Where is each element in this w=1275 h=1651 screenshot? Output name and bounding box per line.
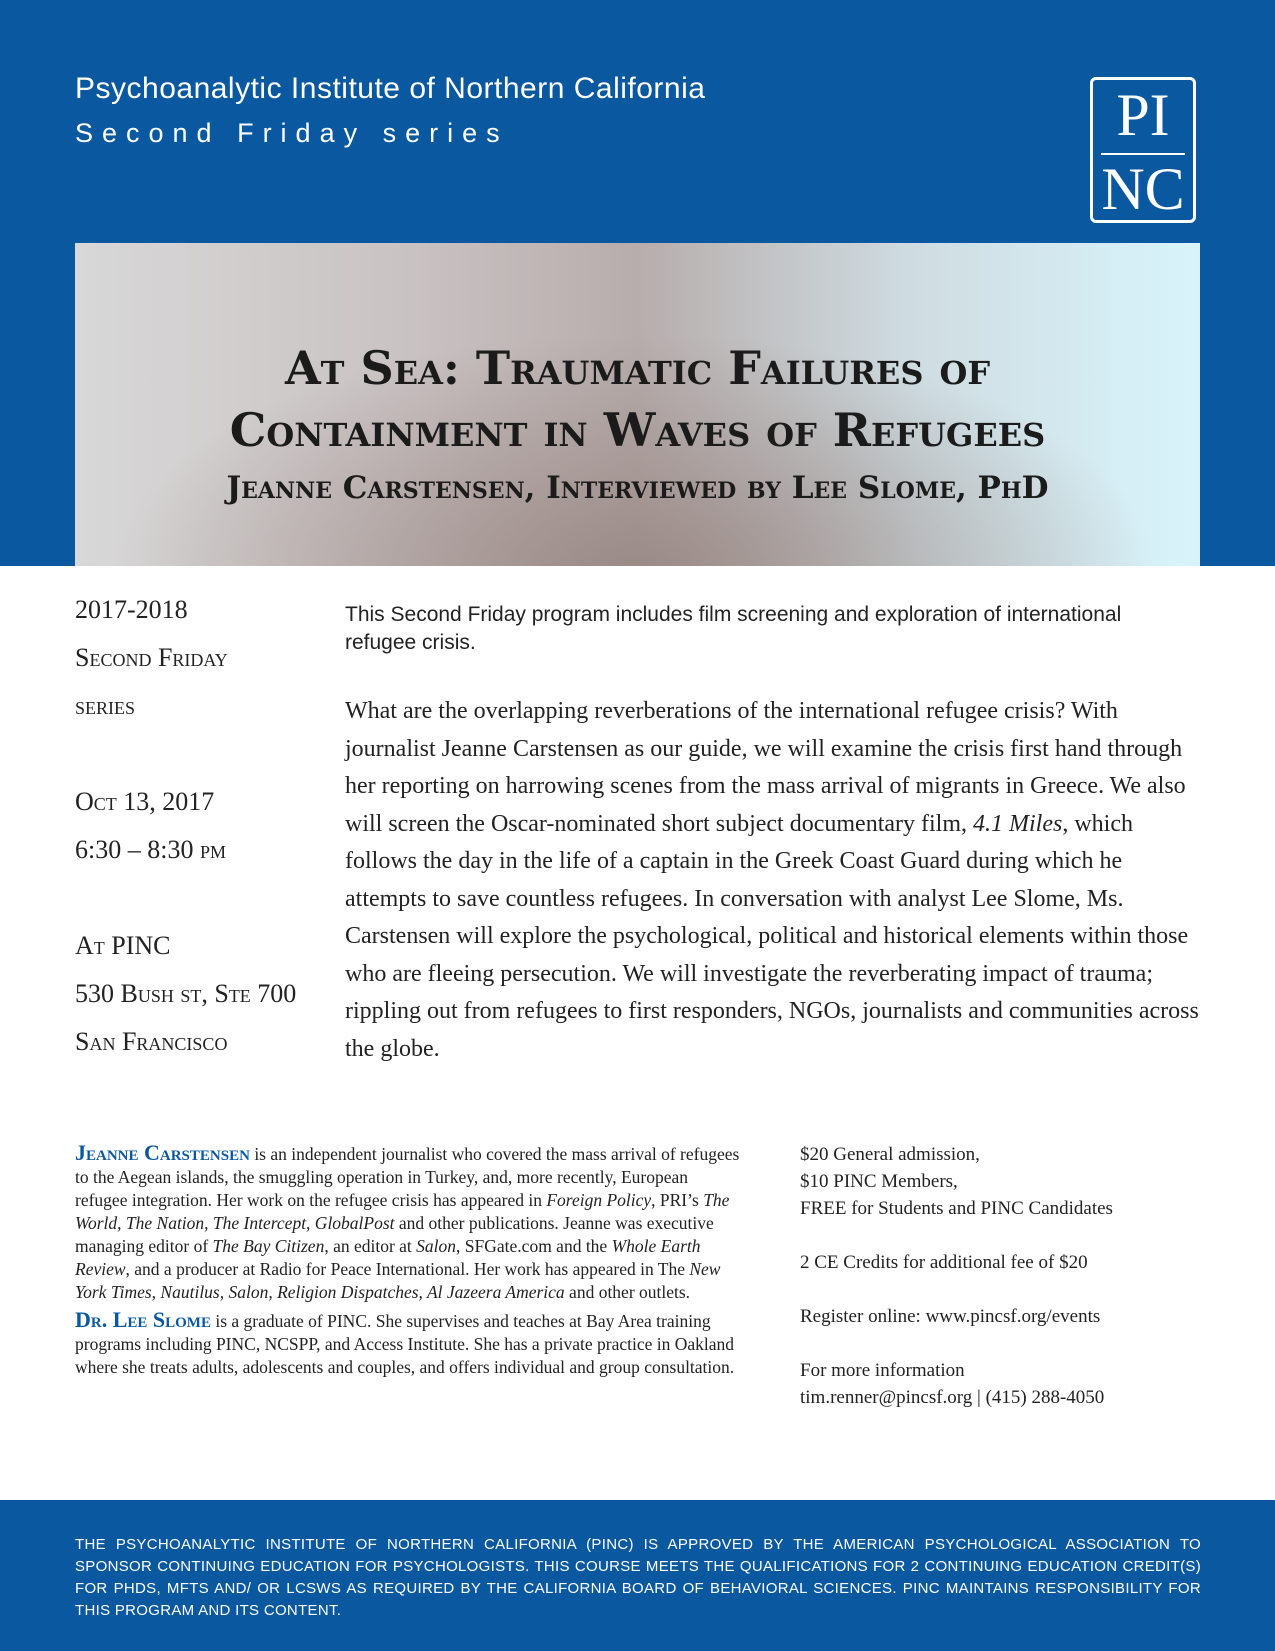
price-students: FREE for Students and PINC Candidates: [800, 1198, 1113, 1219]
description-part-1: What are the overlapping reverberations of the international refugee crisis? With journalist Jeanne Carstensen as our guide, we will examine the crisis first hand through her reporting on harrowing scenes from the mass arrival of migrants in Greece. We also will screen the Oscar-nominated short subject documentary film,: [345, 698, 1186, 837]
title-banner: [75, 243, 1200, 566]
logo-line-1: PI: [1116, 82, 1170, 148]
event-city: San Francisco: [75, 1027, 228, 1056]
org-name: Psychoanalytic Institute of Northern California: [75, 72, 706, 105]
description-part-2: , which follows the day in the life of a captain in the Greek Coast Guard during which he attempts to save countless refugees. In conversation with analyst Lee Slome, Ms. Carstensen will explore the psychological, political and historical elements within those who are fleeing persecution. We will investigate the reverberating impact of trauma; rippling out from refugees to first responders, NGOs, journalists and communities across the globe.: [345, 810, 1199, 1062]
logo-line-2: NC: [1101, 156, 1185, 222]
series-name: Second Friday series: [75, 118, 509, 148]
ce-approval-notice: THE PSYCHOANALYTIC INSTITUTE OF NORTHERN CALIFORNIA (PINC) IS APPROVED BY THE AMERICAN PSYCHOLOGICAL ASSOCIATION TO SPONSOR CONTINUING EDUCATION FOR PSYCHOLOGISTS. THIS COURSE MEETS THE QUALIFICATIONS FOR 2 CONTINUING EDUCATION CREDIT(S) FOR PHDS, MFTS AND/ OR LCSWS AS REQUIRED BY THE CALIFORNIA BOARD OF BEHAVIORAL SCIENCES. PINC MAINTAINS RESPONSIBILITY FOR THIS PROGRAM AND ITS CONTENT.: [75, 1536, 1201, 1619]
speaker-bios: [75, 1141, 740, 1383]
speaker-name-carstensen: Jeanne Carstensen: [75, 1140, 250, 1165]
event-title-line-2: Containment in Waves of Refugees: [229, 403, 1046, 457]
event-address: 530 Bush st, Ste 700: [75, 979, 297, 1008]
ce-credits: 2 CE Credits for additional fee of $20: [800, 1252, 1088, 1273]
program-intro: This Second Friday program includes film screening and exploration of international refugee crisis.: [345, 603, 1122, 654]
publication-name: New York Times, Nautilus, Salon, Religion Dispatches, Al Jazeera America: [75, 1259, 721, 1302]
bio-text: , PRI’s: [651, 1190, 704, 1210]
series-label-line-2: series: [75, 691, 136, 720]
register-link[interactable]: Register online: www.pincsf.org/events: [800, 1306, 1101, 1327]
event-title-line-1: At Sea: Traumatic Failures of: [284, 341, 991, 395]
bio-text: and other publications. Jeanne was executive managing editor of: [75, 1213, 714, 1256]
publication-name: Whole Earth Review: [75, 1236, 701, 1279]
bio-text: , and a producer at Radio for Peace International. Her work has appeared in The: [125, 1259, 690, 1279]
bio-text: is a graduate of PINC. She supervises and teaches at Bay Area training programs including PINC, NCSPP, and Access Institute. She has a private practice in Oakland where she treats adults, adolescents and couples, and offers individual and group consultation.: [75, 1311, 735, 1377]
program-description: [345, 693, 1200, 1068]
bio-text: and other outlets.: [564, 1282, 691, 1302]
bio-text: is an independent journalist who covered the mass arrival of refugees to the Aegean islands, the smuggling operation in Turkey, and, more recently, European refugee integration. Her work on the refugee crisis has appeared in: [75, 1144, 740, 1210]
price-general: $20 General admission,: [800, 1144, 980, 1165]
publication-name: Foreign Policy: [546, 1190, 652, 1210]
bio-text: , an editor at: [324, 1236, 417, 1256]
event-date: Oct 13, 2017: [75, 787, 215, 816]
publication-name: Salon: [416, 1236, 457, 1256]
bio-text: , SFGate.com and the: [456, 1236, 612, 1256]
series-year: 2017-2018: [75, 595, 188, 624]
event-venue: At PINC: [75, 931, 171, 960]
speaker-name-slome: Dr. Lee Slome: [75, 1307, 211, 1332]
admission-info: [800, 1141, 1220, 1411]
film-title: 4.1 Miles: [973, 810, 1063, 837]
bio-slome: [75, 1308, 740, 1379]
series-label-line-1: Second Friday: [75, 643, 228, 672]
event-subtitle: Jeanne Carstensen, Interviewed by Lee Slome, PhD: [226, 470, 1049, 506]
footer-band: [0, 1500, 1275, 1651]
pinc-logo: [1090, 77, 1196, 223]
more-info-label: For more information: [800, 1360, 965, 1381]
event-time: 6:30 – 8:30 pm: [75, 835, 226, 864]
price-members: $10 PINC Members,: [800, 1171, 958, 1192]
contact-details[interactable]: tim.renner@pincsf.org | (415) 288-4050: [800, 1387, 1105, 1408]
bio-carstensen: [75, 1141, 740, 1304]
publication-name: The World, The Nation, The Intercept, GlobalPost: [75, 1190, 730, 1233]
logo-divider: [1101, 153, 1185, 155]
publication-name: The Bay Citizen: [212, 1236, 325, 1256]
